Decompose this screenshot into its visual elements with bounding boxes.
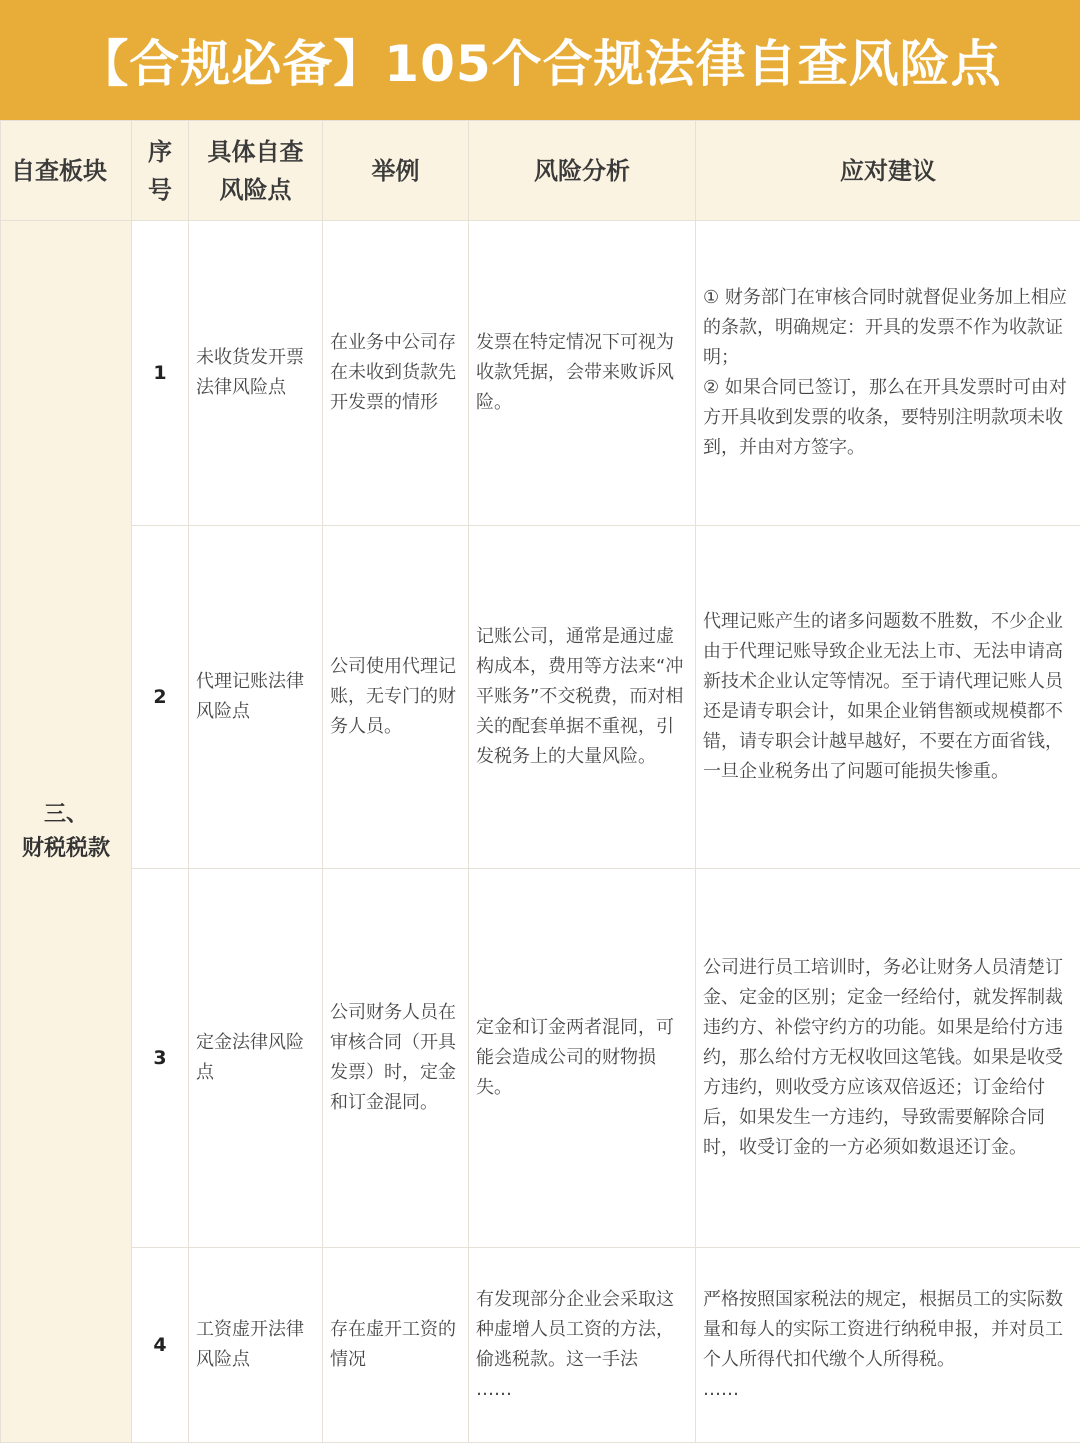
col-header-analysis: 风险分析 [469, 121, 696, 221]
example-cell: 在业务中公司存在未收到货款先开发票的情形 [323, 221, 469, 526]
advice-line: 代理记账产生的诸多问题数不胜数，不少企业由于代理记账导致企业无法上市、无法申请高新技术企业认定等情况。至于请代理记账人员还是请专职会计，如果企业销售额或规模都不错，请专职会计越早越好，不要在方面省钱，一旦企业税务出了问题可能损失惨重。 [703, 607, 1073, 787]
advice-cell [696, 526, 1080, 869]
risk-point-cell: 代理记账法律风险点 [189, 526, 323, 869]
advice-ellipsis: …… [703, 1375, 1073, 1405]
col-header-example: 举例 [323, 121, 469, 221]
risk-point-cell: 定金法律风险点 [189, 869, 323, 1248]
advice-line: 严格按照国家税法的规定，根据员工的实际数量和每人的实际工资进行纳税申报，并对员工个人所得代扣代缴个人所得税。 [703, 1285, 1073, 1375]
row-number: 1 [132, 221, 189, 526]
section-label-line2: 财税税款 [8, 832, 124, 866]
example-cell: 公司使用代理记账，无专门的财务人员。 [323, 526, 469, 869]
row-number: 4 [132, 1248, 189, 1443]
col-header-risk-point: 具体自查风险点 [189, 121, 323, 221]
example-cell: 存在虚开工资的情况 [323, 1248, 469, 1443]
section-label-line1: 三、 [8, 798, 124, 832]
advice-cell [696, 1248, 1080, 1443]
table-row [1, 526, 1080, 869]
risk-table [0, 120, 1080, 1443]
section-cell [1, 221, 132, 1443]
table-header-row [1, 121, 1080, 221]
col-header-advice: 应对建议 [696, 121, 1080, 221]
analysis-cell: 定金和订金两者混同，可能会造成公司的财物损失。 [469, 869, 696, 1248]
risk-point-cell: 工资虚开法律风险点 [189, 1248, 323, 1443]
col-header-no: 序号 [132, 121, 189, 221]
col-header-section: 自查板块 [1, 121, 132, 221]
analysis-ellipsis: …… [476, 1375, 688, 1405]
advice-cell [696, 869, 1080, 1248]
table-row [1, 869, 1080, 1248]
advice-line: ① 财务部门在审核合同时就督促业务加上相应的条款，明确规定：开具的发票不作为收款证明； [703, 283, 1073, 373]
risk-point-cell: 未收货发开票法律风险点 [189, 221, 323, 526]
table-row [1, 1248, 1080, 1443]
row-number: 2 [132, 526, 189, 869]
analysis-text: 有发现部分企业会采取这种虚增人员工资的方法，偷逃税款。这一手法 [476, 1285, 688, 1375]
advice-line: 公司进行员工培训时，务必让财务人员清楚订金、定金的区别；定金一经给付，就发挥制裁违约方、补偿守约方的功能。如果是给付方违约，那么给付方无权收回这笔钱。如果是收受方违约，则收受方应该双倍返还；订金给付后，如果发生一方违约，导致需要解除合同时，收受订金的一方必须如数退还订金。 [703, 953, 1073, 1163]
example-cell: 公司财务人员在审核合同（开具发票）时，定金和订金混同。 [323, 869, 469, 1248]
table-row [1, 221, 1080, 526]
title-banner [0, 0, 1080, 120]
row-number: 3 [132, 869, 189, 1248]
advice-line: ② 如果合同已签订，那么在开具发票时可由对方开具收到发票的收条，要特别注明款项未收到，并由对方签字。 [703, 373, 1073, 463]
analysis-cell: 发票在特定情况下可视为收款凭据，会带来败诉风险。 [469, 221, 696, 526]
advice-cell [696, 221, 1080, 526]
analysis-cell [469, 1248, 696, 1443]
page-title: 【合规必备】105个合规法律自查风险点 [78, 24, 1001, 96]
analysis-cell: 记账公司，通常是通过虚构成本，费用等方法来“冲平账务”不交税费，而对相关的配套单据不重视，引发税务上的大量风险。 [469, 526, 696, 869]
